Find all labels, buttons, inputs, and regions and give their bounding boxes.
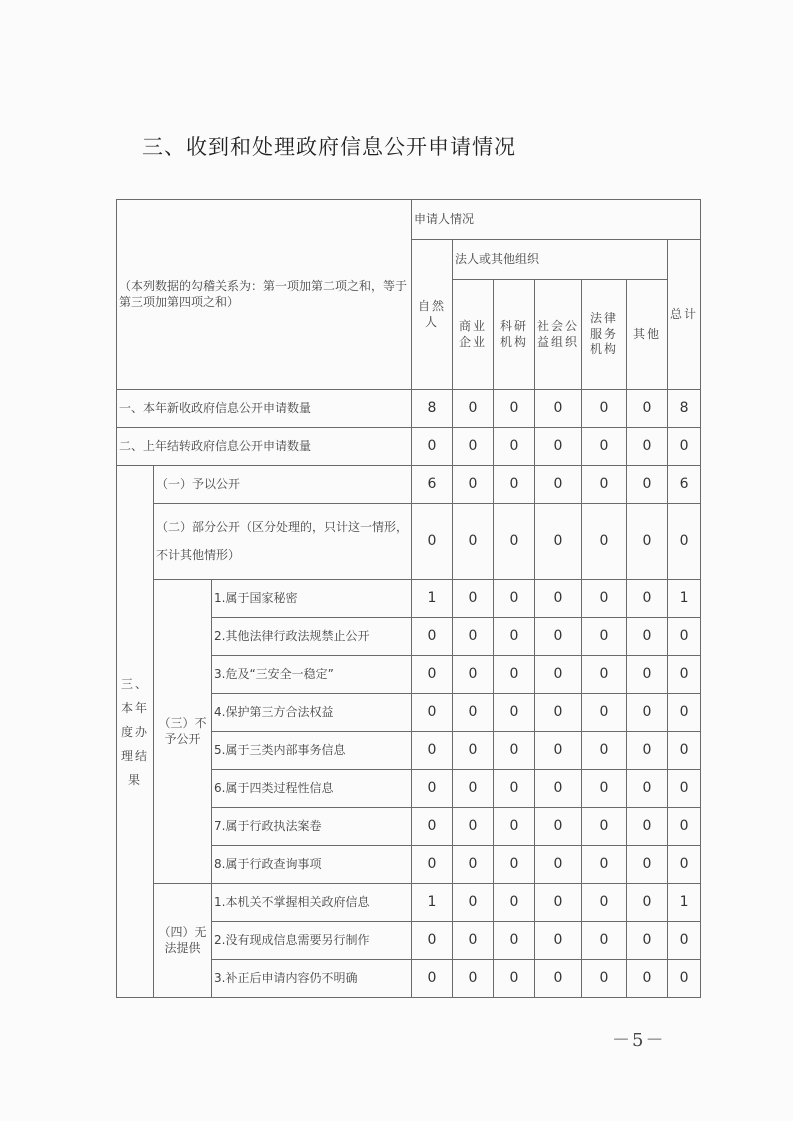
cell-value: 0 — [412, 428, 453, 466]
group-cannot-provide: （四）无法提供 — [154, 884, 212, 998]
cell-value: 0 — [668, 428, 701, 466]
cell-value: 0 — [668, 656, 701, 694]
cell-value: 0 — [668, 618, 701, 656]
cell-value: 0 — [494, 618, 535, 656]
cell-value: 0 — [582, 846, 627, 884]
cell-value: 0 — [412, 770, 453, 808]
cell-value: 0 — [627, 922, 668, 960]
row-label: 2.没有现成信息需要另行制作 — [212, 922, 412, 960]
cell-value: 0 — [627, 846, 668, 884]
cell-value: 0 — [582, 580, 627, 618]
cell-value: 0 — [535, 846, 582, 884]
table-row — [117, 466, 701, 504]
cell-value: 0 — [494, 390, 535, 428]
cell-value: 0 — [535, 960, 582, 998]
cell-value: 0 — [535, 580, 582, 618]
row-label: 3.危及“三安全一稳定” — [212, 656, 412, 694]
cell-value: 0 — [494, 428, 535, 466]
cell-value: 0 — [627, 884, 668, 922]
col-legal-service: 法律服务机构 — [582, 280, 627, 390]
row-label: 5.属于三类内部事务信息 — [212, 732, 412, 770]
cell-value: 0 — [453, 922, 494, 960]
cell-value: 0 — [412, 960, 453, 998]
col-social-welfare: 社会公益组织 — [535, 280, 582, 390]
cell-value: 0 — [453, 656, 494, 694]
row-label: （一）予以公开 — [154, 466, 412, 504]
cell-value: 0 — [494, 504, 535, 580]
col-natural-person: 自然人 — [412, 240, 453, 390]
cell-value: 0 — [627, 390, 668, 428]
cell-value: 0 — [453, 390, 494, 428]
cell-value: 0 — [668, 922, 701, 960]
cell-value: 0 — [535, 466, 582, 504]
cell-value: 0 — [582, 960, 627, 998]
cell-value: 0 — [453, 694, 494, 732]
cell-value: 1 — [412, 580, 453, 618]
col-research: 科研机构 — [494, 280, 535, 390]
cell-value: 0 — [582, 694, 627, 732]
cell-value: 0 — [453, 846, 494, 884]
col-other: 其他 — [627, 280, 668, 390]
cell-value: 0 — [582, 732, 627, 770]
cell-value: 0 — [494, 466, 535, 504]
cell-value: 0 — [494, 770, 535, 808]
row-label: （二）部分公开（区分处理的，只计这一情形，不计其他情形） — [154, 504, 412, 580]
cell-value: 0 — [494, 922, 535, 960]
cell-value: 0 — [453, 466, 494, 504]
disclosure-request-table — [116, 199, 701, 998]
row-label: 4.保护第三方合法权益 — [212, 694, 412, 732]
applicant-header: 申请人情况 — [412, 200, 701, 240]
cell-value: 0 — [627, 656, 668, 694]
cell-value: 0 — [582, 428, 627, 466]
cell-value: 0 — [668, 960, 701, 998]
col-commercial: 商业企业 — [453, 280, 494, 390]
row-label: 1.本机关不掌握相关政府信息 — [212, 884, 412, 922]
cell-value: 0 — [627, 428, 668, 466]
cell-value: 0 — [582, 922, 627, 960]
cell-value: 0 — [535, 428, 582, 466]
cell-value: 0 — [668, 504, 701, 580]
table-row — [117, 504, 701, 580]
cell-value: 8 — [412, 390, 453, 428]
cell-value: 0 — [582, 390, 627, 428]
cell-value: 0 — [494, 732, 535, 770]
cell-value: 0 — [453, 770, 494, 808]
table-row — [117, 884, 701, 922]
cell-value: 0 — [494, 846, 535, 884]
cell-value: 0 — [535, 884, 582, 922]
cell-value: 0 — [582, 618, 627, 656]
cell-value: 0 — [535, 770, 582, 808]
cell-value: 0 — [627, 808, 668, 846]
row-label: 3.补正后申请内容仍不明确 — [212, 960, 412, 998]
cell-value: 0 — [494, 808, 535, 846]
cell-value: 0 — [412, 808, 453, 846]
cell-value: 0 — [494, 960, 535, 998]
cell-value: 0 — [453, 884, 494, 922]
cell-value: 6 — [412, 466, 453, 504]
cell-value: 0 — [627, 580, 668, 618]
cell-value: 0 — [582, 656, 627, 694]
cell-value: 0 — [627, 694, 668, 732]
section-title: 三、收到和处理政府信息公开申请情况 — [142, 135, 516, 159]
table-row — [117, 580, 701, 618]
cell-value: 0 — [582, 770, 627, 808]
group-not-public: （三）不予公开 — [154, 580, 212, 884]
cell-value: 0 — [668, 694, 701, 732]
cell-value: 1 — [412, 884, 453, 922]
cell-value: 1 — [668, 580, 701, 618]
row-label: 7.属于行政执法案卷 — [212, 808, 412, 846]
table-row — [117, 428, 701, 466]
cell-value: 6 — [668, 466, 701, 504]
cell-value: 0 — [453, 732, 494, 770]
cell-value: 0 — [535, 656, 582, 694]
cell-value: 0 — [412, 922, 453, 960]
cell-value: 0 — [453, 808, 494, 846]
table-row — [117, 390, 701, 428]
col-total: 总计 — [668, 240, 701, 390]
page-number: －5－ — [612, 1030, 666, 1051]
cell-value: 0 — [453, 580, 494, 618]
cell-value: 0 — [412, 846, 453, 884]
row-label: 2.其他法律行政法规禁止公开 — [212, 618, 412, 656]
cell-value: 0 — [668, 846, 701, 884]
cell-value: 0 — [453, 618, 494, 656]
cell-value: 0 — [668, 808, 701, 846]
cell-value: 0 — [494, 884, 535, 922]
cell-value: 0 — [627, 770, 668, 808]
cell-value: 0 — [494, 656, 535, 694]
cell-value: 0 — [494, 694, 535, 732]
row-label: 二、上年结转政府信息公开申请数量 — [117, 428, 412, 466]
cell-value: 8 — [668, 390, 701, 428]
cell-value: 0 — [627, 504, 668, 580]
cell-value: 0 — [627, 466, 668, 504]
cell-value: 1 — [668, 884, 701, 922]
cell-value: 0 — [412, 656, 453, 694]
group-annual-results: 三、本年度办理结果 — [117, 466, 154, 998]
cell-value: 0 — [627, 618, 668, 656]
cell-value: 0 — [412, 618, 453, 656]
cell-value: 0 — [453, 504, 494, 580]
cell-value: 0 — [582, 504, 627, 580]
row-label: 一、本年新收政府信息公开申请数量 — [117, 390, 412, 428]
cell-value: 0 — [535, 922, 582, 960]
row-label: 6.属于四类过程性信息 — [212, 770, 412, 808]
cell-value: 0 — [582, 884, 627, 922]
row-label: 1.属于国家秘密 — [212, 580, 412, 618]
cell-value: 0 — [535, 732, 582, 770]
cell-value: 0 — [535, 504, 582, 580]
cell-value: 0 — [582, 808, 627, 846]
cell-value: 0 — [412, 694, 453, 732]
row-label: 8.属于行政查询事项 — [212, 846, 412, 884]
cell-value: 0 — [668, 770, 701, 808]
cell-value: 0 — [535, 618, 582, 656]
cell-value: 0 — [668, 732, 701, 770]
cell-value: 0 — [453, 428, 494, 466]
cell-value: 0 — [412, 732, 453, 770]
cell-value: 0 — [453, 960, 494, 998]
cell-value: 0 — [494, 580, 535, 618]
cell-value: 0 — [535, 390, 582, 428]
cell-value: 0 — [582, 466, 627, 504]
cell-value: 0 — [412, 504, 453, 580]
cell-value: 0 — [627, 732, 668, 770]
legal-entity-header: 法人或其他组织 — [453, 240, 668, 280]
cell-value: 0 — [627, 960, 668, 998]
cell-value: 0 — [535, 808, 582, 846]
table-note: （本列数据的勾稽关系为：第一项加第二项之和，等于第三项加第四项之和） — [117, 200, 412, 390]
cell-value: 0 — [535, 694, 582, 732]
